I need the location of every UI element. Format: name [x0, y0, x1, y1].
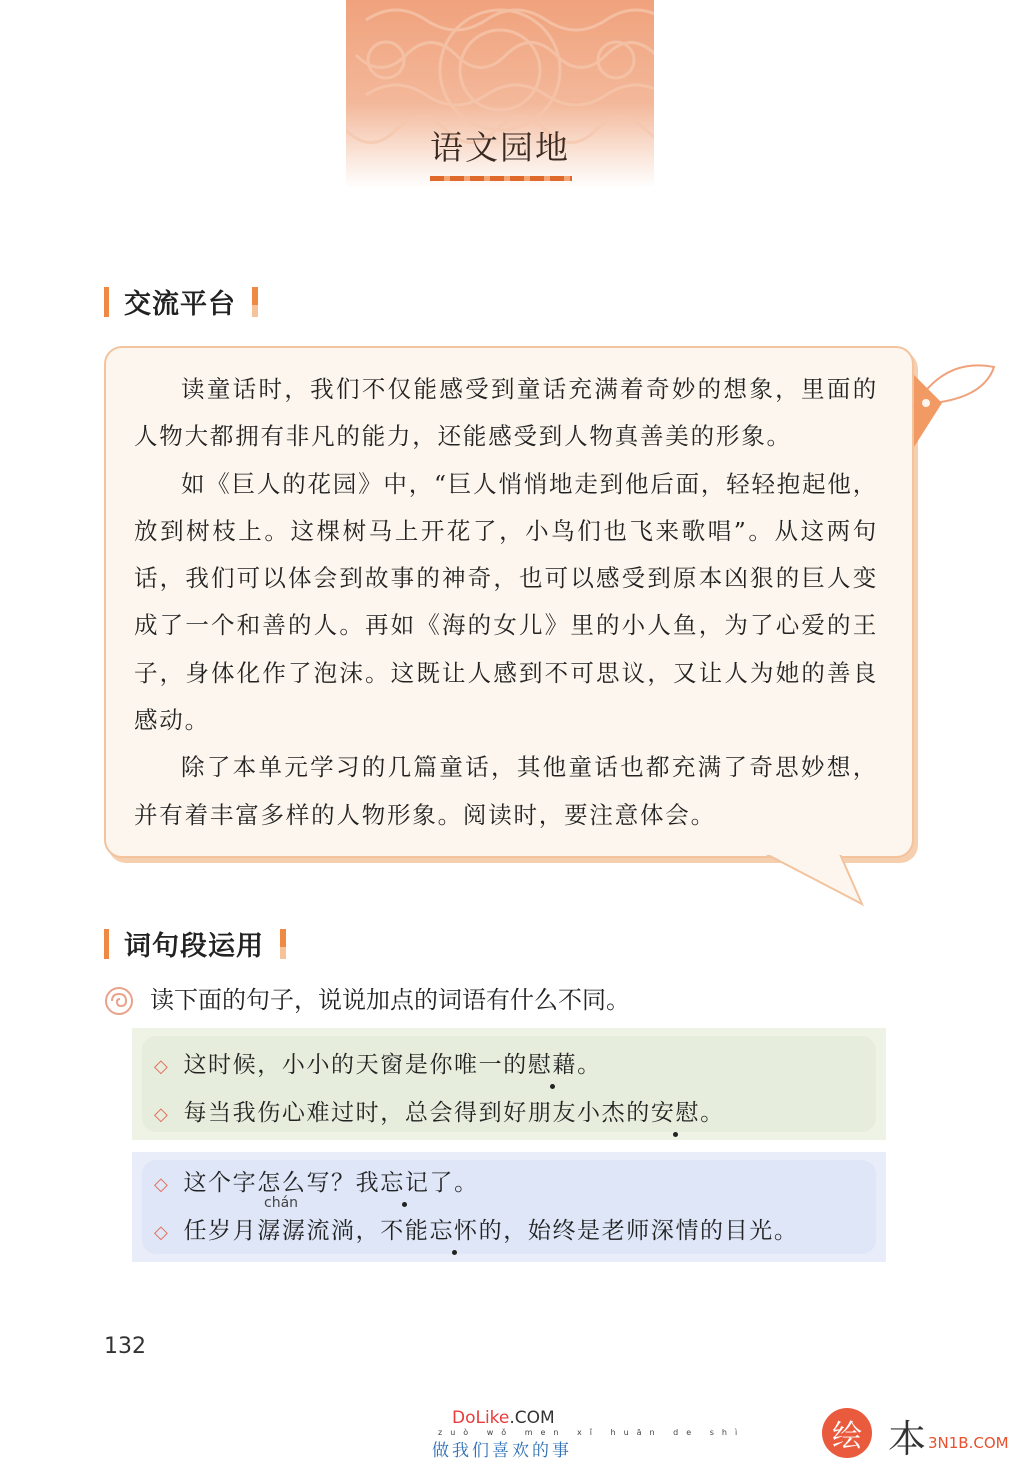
bubble-tail [760, 848, 870, 908]
section-heading-exchange [104, 282, 258, 321]
dotted-word: 慰藉 [528, 1046, 577, 1079]
bubble-text [134, 366, 878, 839]
bubble-paragraph: 如《巨人的花园》中，“巨人悄悄地走到他后面，轻轻抱起他，放到树枝上。这棵树马上开花了，小鸟们也飞来歌唱”。从这两句话，我们可以体会到故事的神奇，也可以感受到原本凶狠的巨人变成了一个和善的人。再如《海的女儿》里的小人鱼，为了心爱的王子，身体化作了泡沫。这既让人感到不可思议，又让人为她的善良感动。 [134, 469, 878, 735]
section-title: 交流平台 [124, 289, 236, 320]
example-sentence: ◇ 任岁月潺潺流淌，不能 忘怀 的，始终是老师深情的目光。 [154, 1212, 798, 1245]
exercise-swirl-icon [104, 986, 134, 1016]
section-heading-usage [104, 924, 286, 963]
pinyin-annotation: chán [264, 1195, 299, 1211]
watermark-slogan: 做我们喜欢的事 [432, 1441, 572, 1458]
watermark-site: DoLike.COM [452, 1408, 555, 1428]
heading-bar-right [252, 287, 258, 317]
page-number: 132 [104, 1334, 146, 1359]
heading-bar-left [104, 287, 109, 317]
logo-character: 本 [888, 1417, 927, 1458]
header-banner [346, 0, 654, 188]
example-sentence: ◇ 每当我伤心难过时，总会得到好朋友小杰的 安慰 。 [154, 1094, 725, 1127]
dotted-word: 忘记 [380, 1164, 429, 1197]
logo-site: 3N1B.COM [928, 1434, 1009, 1452]
diamond-bullet-icon: ◇ [154, 1056, 170, 1077]
heading-bar-left [104, 929, 109, 959]
heading-bar-right [280, 929, 286, 959]
title-underline [430, 176, 572, 181]
section-title: 词句段运用 [124, 931, 264, 962]
bubble-paragraph: 读童话时，我们不仅能感受到童话充满着奇妙的想象，里面的人物大都拥有非凡的能力，还能感受到人物真善美的形象。 [134, 375, 878, 451]
example-sentence: ◇ 这时候，小小的天窗是你唯一的 慰藉 。 [154, 1046, 602, 1079]
watermark-pinyin: zuò wǒ men xǐ huān de shì [438, 1428, 746, 1437]
example-sentence: ◇ 这个字怎么写？我 忘记 了。 [154, 1164, 479, 1197]
diamond-bullet-icon: ◇ [154, 1104, 170, 1125]
tag-ornament-icon [890, 355, 1000, 455]
page-title: 语文园地 [430, 128, 570, 167]
dotted-word: 安慰 [651, 1094, 700, 1127]
bubble-paragraph: 除了本单元学习的几篇童话，其他童话也都充满了奇思妙想，并有着丰富多样的人物形象。阅读时，要注意体会。 [134, 753, 878, 829]
dotted-word: 忘怀 [429, 1212, 478, 1245]
diamond-bullet-icon: ◇ [154, 1174, 170, 1195]
logo-circle: 绘 [822, 1408, 872, 1458]
diamond-bullet-icon: ◇ [154, 1222, 170, 1243]
instruction-text: 读下面的句子，说说加点的词语有什么不同。 [150, 986, 630, 1014]
